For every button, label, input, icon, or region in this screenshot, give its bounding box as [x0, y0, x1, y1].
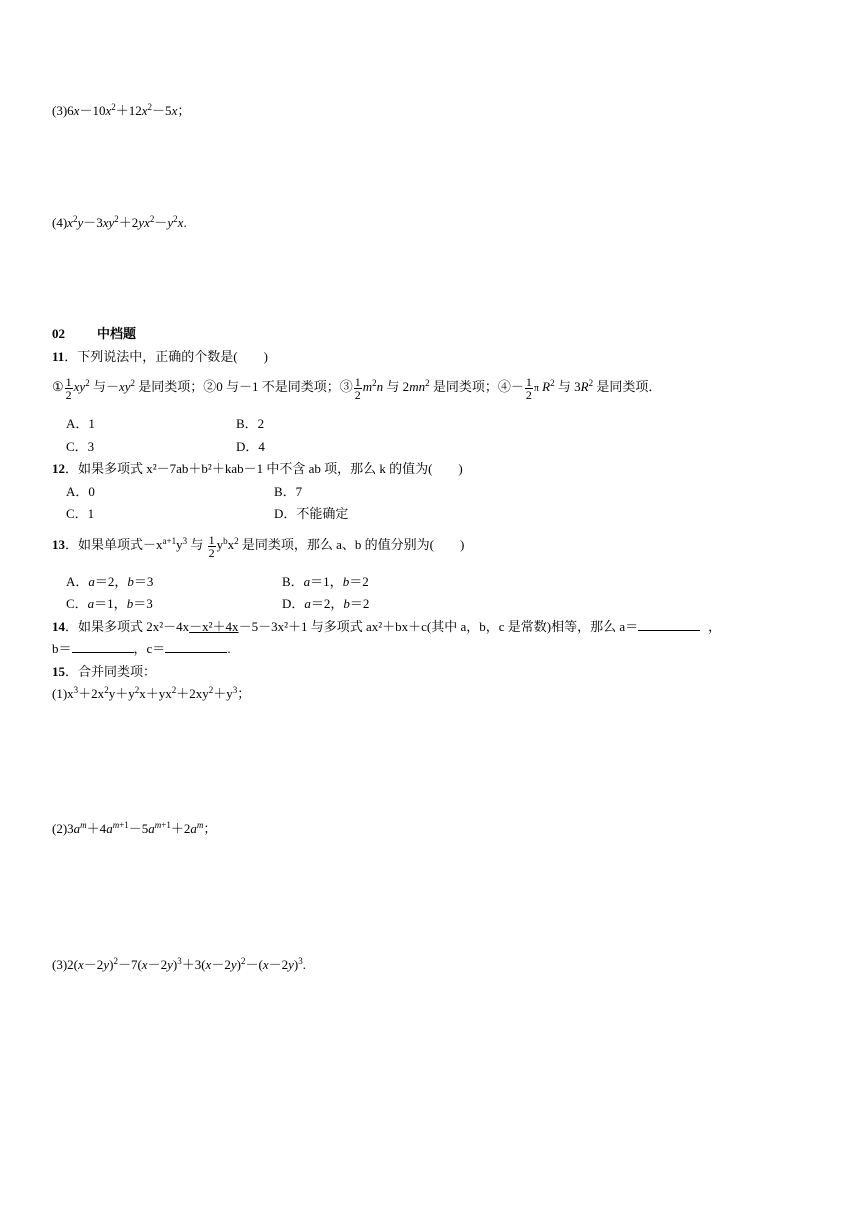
- option-b: B．a＝1，b＝2: [282, 574, 369, 589]
- answer-blank-a[interactable]: [638, 618, 700, 631]
- answer-blank-b[interactable]: [72, 640, 134, 653]
- question-15-part-1: $(1)x^3+2x^2y+y^2x+yx^2+2xy^2+y^3$；: [52, 685, 251, 701]
- option-d: D．不能确定: [274, 506, 349, 521]
- section-header: 02 中档题: [52, 326, 137, 341]
- fraction-half: $\frac{1}{2}$: [525, 374, 532, 402]
- question-14-continuation: b＝ ，c＝ .: [52, 641, 231, 656]
- question-15-stem: 15．合并同类项：: [52, 664, 157, 679]
- fraction-half: $\frac{1}{2}$: [354, 374, 361, 402]
- question-11-statements: ① $\frac{1}{2}$ $xy^2$ 与$-xy^2$ 是同类项；②0 与－1 不是同类项；③ $\frac{1}{2}$ $m^2n$ 与 $2mn^2$ 是同类项；④－ $\frac{1}{2}$ π $R^2$ 与 $3R^2$ 是同类项．: [52, 374, 662, 402]
- question-13-stem: 13．如果单项式$-x^{a+1}y^3$ 与 $\frac{1}{2}$ $y^bx^2$ 是同类项，那么 a、b 的值分别为( ): [52, 532, 465, 560]
- exercise-4-expression: $(4)x^2y-3xy^2+2yx^2-y^2x$.: [52, 214, 187, 230]
- fraction-half: $\frac{1}{2}$: [65, 374, 72, 402]
- option-a: A．a＝2，b＝3: [66, 574, 154, 589]
- option-b: B．2: [236, 416, 265, 431]
- option-d: D．4: [236, 439, 265, 454]
- option-c: C．1: [66, 506, 95, 521]
- option-c: C．3: [66, 439, 95, 454]
- exercise-3-expression: $(3)6x-10x^2+12x^2-5x$；: [52, 102, 191, 118]
- option-a: A．1: [66, 416, 95, 431]
- question-11-stem: 11．下列说法中，正确的个数是( ): [52, 349, 268, 364]
- question-14-stem: 14．如果多项式 2x²－4x－x²＋4x－5－3x²＋1 与多项式 ax²＋bx＋c(其中 a，b，c 是常数)相等，那么 a＝ ，: [52, 619, 722, 634]
- option-a: A．0: [66, 484, 95, 499]
- question-15-part-3: $(3)2(x-2y)^2-7(x-2y)^3+3(x-2y)^2-(x-2y)^3$.: [52, 956, 306, 972]
- question-15-part-2: $(2)3a^m+4a^{m+1}-5a^{m+1}+2a^m$；: [52, 820, 217, 836]
- option-b: B．7: [274, 484, 303, 499]
- option-c: C．a＝1，b＝3: [66, 596, 153, 611]
- answer-blank-c[interactable]: [165, 640, 227, 653]
- option-d: D．a＝2，b＝2: [282, 596, 370, 611]
- question-12-stem: 12．如果多项式 x²－7ab＋b²＋kab－1 中不含 ab 项，那么 k 的值为( ): [52, 461, 463, 476]
- fraction-half: $\frac{1}{2}$: [208, 532, 215, 560]
